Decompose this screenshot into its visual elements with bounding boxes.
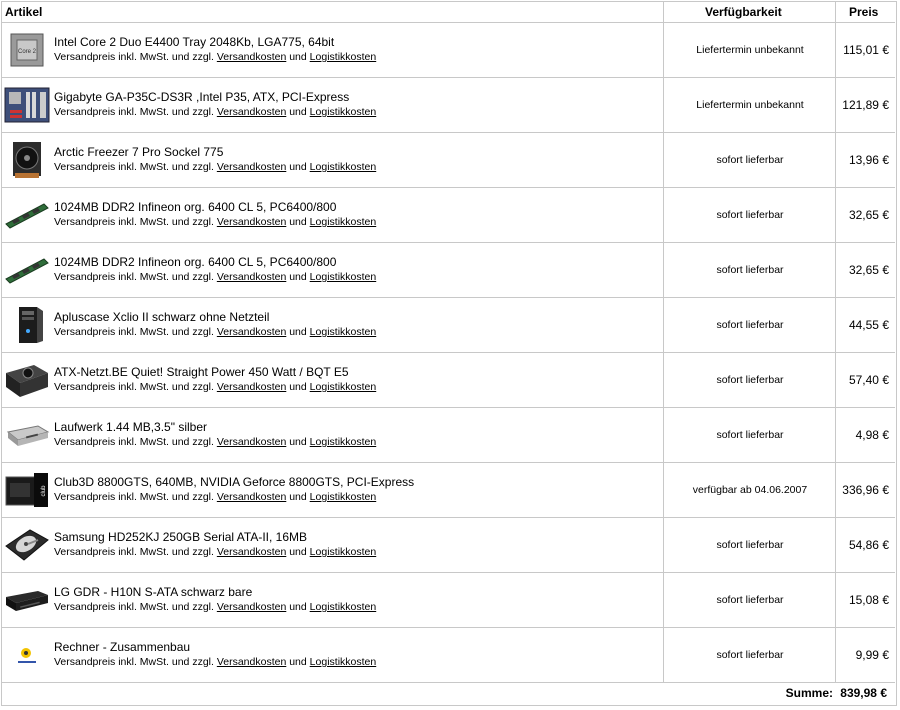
logistics-costs-link[interactable]: Logistikkosten [309,271,377,283]
svg-text:Core 2: Core 2 [17,49,37,55]
price-value: 115,01 € [843,43,889,57]
price-note: Versandpreis inkl. MwSt. und zzgl. Versandkosten und Logistikkosten [54,271,377,283]
logistics-costs-link[interactable]: Logistikkosten [309,436,377,448]
shipping-costs-link[interactable]: Versandkosten [216,106,287,118]
price-note: Versandpreis inkl. MwSt. und zzgl. Versandkosten und Logistikkosten [54,106,377,118]
table-row [2,298,895,353]
product-name: 1024MB DDR2 Infineon org. 6400 CL 5, PC6400/800 [54,255,337,269]
table-row [2,243,895,298]
optical-drive-icon[interactable] [4,581,50,619]
cpu-icon[interactable] [4,31,50,69]
column-header-price: Preis [849,5,879,19]
graphics-card-icon[interactable] [4,471,50,509]
shipping-costs-link[interactable]: Versandkosten [216,381,287,393]
logistics-costs-link[interactable]: Logistikkosten [309,106,377,118]
availability-status: Liefertermin unbekannt [696,44,804,56]
pc-case-icon[interactable] [4,306,50,344]
table-row [2,78,895,133]
shipping-costs-link[interactable]: Versandkosten [216,51,287,63]
table-row [2,408,895,463]
product-name: Samsung HD252KJ 250GB Serial ATA-II, 16MB [54,530,308,544]
shipping-costs-link[interactable]: Versandkosten [216,491,287,503]
table-row [2,628,895,683]
product-name: Intel Core 2 Duo E4400 Tray 2048Kb, LGA775, 64bit [54,35,335,49]
table-row [2,463,895,518]
product-name: Club3D 8800GTS, 640MB, NVIDIA Geforce 8800GTS, PCI-Express [54,475,415,489]
table-row [2,188,895,243]
price-value: 4,98 € [855,428,889,442]
price-note: Versandpreis inkl. MwSt. und zzgl. Versandkosten und Logistikkosten [54,51,377,63]
price-note: Versandpreis inkl. MwSt. und zzgl. Versandkosten und Logistikkosten [54,326,377,338]
product-name: 1024MB DDR2 Infineon org. 6400 CL 5, PC6400/800 [54,200,337,214]
ram-module-icon[interactable] [4,251,50,289]
price-value: 15,08 € [848,593,889,607]
product-name: Apluscase Xclio II schwarz ohne Netzteil [54,310,270,324]
product-name: LG GDR - H10N S-ATA schwarz bare [54,585,253,599]
shipping-costs-link[interactable]: Versandkosten [216,656,287,668]
price-value: 121,89 € [842,98,889,112]
product-name: ATX-Netzt.BE Quiet! Straight Power 450 Watt / BQT E5 [54,365,349,379]
motherboard-icon[interactable] [4,86,50,124]
price-note: Versandpreis inkl. MwSt. und zzgl. Versandkosten und Logistikkosten [54,161,377,173]
availability-status: sofort lieferbar [716,539,784,551]
shipping-costs-link[interactable]: Versandkosten [216,546,287,558]
table-row [2,133,895,188]
availability-status: verfügbar ab 04.06.2007 [692,484,808,496]
logistics-costs-link[interactable]: Logistikkosten [309,601,377,613]
table-row [2,573,895,628]
summary-total: 839,98 € [840,686,887,700]
table-row [2,23,895,78]
shipping-costs-link[interactable]: Versandkosten [216,161,287,173]
column-header-availability: Verfügbarkeit [705,5,782,19]
column-header-article: Artikel [5,5,43,19]
price-note: Versandpreis inkl. MwSt. und zzgl. Versandkosten und Logistikkosten [54,491,377,503]
power-supply-icon[interactable] [4,361,50,399]
availability-status: Liefertermin unbekannt [696,99,804,111]
price-note: Versandpreis inkl. MwSt. und zzgl. Versandkosten und Logistikkosten [54,216,377,228]
table-header [2,2,895,23]
price-value: 44,55 € [848,318,889,332]
shipping-costs-link[interactable]: Versandkosten [216,271,287,283]
product-name: Gigabyte GA-P35C-DS3R ,Intel P35, ATX, PCI-Express [54,90,350,104]
product-name: Rechner - Zusammenbau [54,640,191,654]
price-value: 54,86 € [848,538,889,552]
price-note: Versandpreis inkl. MwSt. und zzgl. Versandkosten und Logistikkosten [54,381,377,393]
price-value: 9,99 € [855,648,889,662]
svg-text:club: club [41,485,47,497]
table-row [2,518,895,573]
hard-disk-icon[interactable] [4,526,50,564]
price-value: 32,65 € [848,208,889,222]
ram-module-icon[interactable] [4,196,50,234]
logistics-costs-link[interactable]: Logistikkosten [309,161,377,173]
shipping-costs-link[interactable]: Versandkosten [216,436,287,448]
logistics-costs-link[interactable]: Logistikkosten [309,326,377,338]
floppy-drive-icon[interactable] [4,416,50,454]
summary-label: Summe: [785,686,833,700]
summary-row [2,683,895,704]
availability-status: sofort lieferbar [716,649,784,661]
product-name: Arctic Freezer 7 Pro Sockel 775 [54,145,224,159]
shipping-costs-link[interactable]: Versandkosten [216,216,287,228]
availability-status: sofort lieferbar [716,594,784,606]
availability-status: sofort lieferbar [716,154,784,166]
shipping-costs-link[interactable]: Versandkosten [216,326,287,338]
price-value: 336,96 € [842,483,889,497]
price-note: Versandpreis inkl. MwSt. und zzgl. Versandkosten und Logistikkosten [54,436,377,448]
logistics-costs-link[interactable]: Logistikkosten [309,491,377,503]
shipping-costs-link[interactable]: Versandkosten [216,601,287,613]
price-value: 57,40 € [848,373,889,387]
product-name: Laufwerk 1.44 MB,3.5" silber [54,420,207,434]
logistics-costs-link[interactable]: Logistikkosten [309,656,377,668]
price-note: Versandpreis inkl. MwSt. und zzgl. Versandkosten und Logistikkosten [54,656,377,668]
availability-status: sofort lieferbar [716,374,784,386]
price-note: Versandpreis inkl. MwSt. und zzgl. Versandkosten und Logistikkosten [54,601,377,613]
table-row [2,353,895,408]
availability-status: sofort lieferbar [716,429,784,441]
price-value: 13,96 € [848,153,889,167]
logistics-costs-link[interactable]: Logistikkosten [309,216,377,228]
cpu-cooler-icon[interactable] [4,141,50,179]
assembly-logo-icon[interactable] [4,636,50,674]
price-note: Versandpreis inkl. MwSt. und zzgl. Versandkosten und Logistikkosten [54,546,377,558]
logistics-costs-link[interactable]: Logistikkosten [309,51,377,63]
logistics-costs-link[interactable]: Logistikkosten [309,546,377,558]
availability-status: sofort lieferbar [716,209,784,221]
price-value: 32,65 € [848,263,889,277]
logistics-costs-link[interactable]: Logistikkosten [309,381,377,393]
availability-status: sofort lieferbar [716,319,784,331]
availability-status: sofort lieferbar [716,264,784,276]
